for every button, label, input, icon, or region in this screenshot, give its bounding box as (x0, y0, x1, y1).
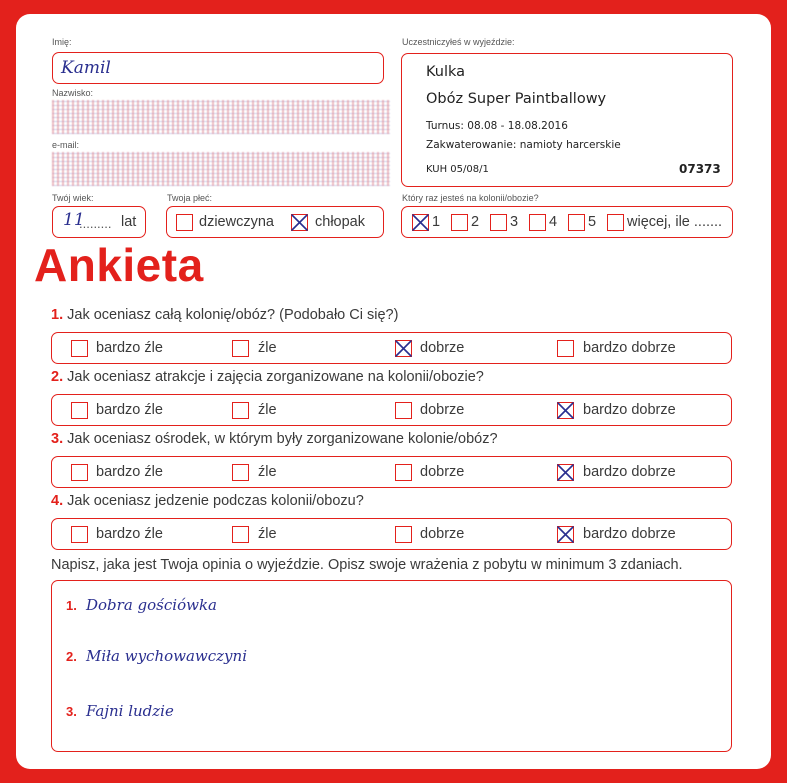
question-1-checkbox-1[interactable] (232, 340, 249, 357)
question-2-checkbox-3[interactable] (557, 402, 574, 419)
check-mark-icon (289, 212, 310, 233)
answer-number-3: 3. (66, 704, 77, 719)
plec-label: Twoja płeć: (167, 193, 213, 203)
question-text: Jak oceniasz jedzenie podczas kolonii/obozu? (67, 493, 364, 509)
trip-card (401, 53, 733, 187)
ktory-raz-checkbox-5[interactable] (607, 214, 624, 231)
trip-turnus: Turnus: 08.08 - 18.08.2016 (426, 120, 568, 132)
ktory-raz-option-4: 5 (588, 214, 597, 230)
question-1-option-3: bardzo dobrze (583, 340, 676, 356)
imie-value: Kamil (61, 58, 111, 78)
wiek-dots: ......... (79, 216, 112, 231)
email-label: e-mail: (52, 140, 80, 150)
question-text: Jak oceniasz całą kolonię/obóz? (Podobało Ci się?) (67, 307, 399, 323)
wiek-field[interactable] (52, 206, 146, 238)
ktory-raz-checkbox-4[interactable] (568, 214, 585, 231)
wiek-label: Twój wiek: (52, 193, 94, 203)
question-4-checkbox-3[interactable] (557, 526, 574, 543)
question-3-option-1: źle (258, 464, 277, 480)
ktory-raz-option-3: 4 (549, 214, 558, 230)
question-2-checkbox-1[interactable] (232, 402, 249, 419)
answer-text-3: Fajni ludzie (86, 702, 174, 720)
question-4-option-2: dobrze (420, 526, 465, 542)
question-1-checkbox-0[interactable] (71, 340, 88, 357)
question-1-heading (51, 307, 398, 323)
answer-number-2: 2. (66, 649, 77, 664)
imie-field[interactable] (52, 52, 384, 84)
plec-checkbox-0[interactable] (176, 214, 193, 231)
question-4-checkbox-2[interactable] (395, 526, 412, 543)
question-4-checkbox-0[interactable] (71, 526, 88, 543)
question-2-checkbox-2[interactable] (395, 402, 412, 419)
question-text: Jak oceniasz atrakcje i zajęcia zorganizowane na kolonii/obozie? (67, 369, 484, 385)
check-mark-icon (393, 338, 414, 359)
plec-option-label-1: chłopak (315, 214, 365, 230)
question-3-checkbox-0[interactable] (71, 464, 88, 481)
question-3-checkbox-1[interactable] (232, 464, 249, 481)
ktory-raz-option-1: 2 (471, 214, 480, 230)
question-2-option-1: źle (258, 402, 277, 418)
trip-code: KUH 05/08/1 (426, 164, 489, 175)
question-1-option-1: źle (258, 340, 277, 356)
question-number: 4. (51, 493, 64, 509)
trip-label: Uczestniczyłeś w wyjeździe: (402, 37, 515, 47)
answer-number-1: 1. (66, 598, 77, 613)
imie-label: Imię: (52, 37, 72, 47)
check-mark-icon (555, 400, 576, 421)
nazwisko-redacted (52, 100, 390, 134)
question-1-checkbox-3[interactable] (557, 340, 574, 357)
ktory-raz-checkbox-2[interactable] (490, 214, 507, 231)
question-number: 3. (51, 431, 64, 447)
nazwisko-label: Nazwisko: (52, 88, 94, 98)
question-1-option-0: bardzo źle (96, 340, 163, 356)
question-4-option-1: źle (258, 526, 277, 542)
question-2-heading (51, 369, 484, 385)
question-4-option-0: bardzo źle (96, 526, 163, 542)
question-number: 2. (51, 369, 64, 385)
ktory-raz-option-5: więcej, ile ....... (627, 214, 723, 230)
wiek-value: 11 (63, 210, 85, 230)
question-4-option-3: bardzo dobrze (583, 526, 676, 542)
question-number: 1. (51, 307, 64, 323)
check-mark-icon (555, 462, 576, 483)
trip-name2: Obóz Super Paintballowy (426, 91, 607, 107)
question-2-option-3: bardzo dobrze (583, 402, 676, 418)
ktory-raz-checkbox-3[interactable] (529, 214, 546, 231)
question-3-option-0: bardzo źle (96, 464, 163, 480)
question-4-checkbox-1[interactable] (232, 526, 249, 543)
question-3-checkbox-3[interactable] (557, 464, 574, 481)
question-3-option-3: bardzo dobrze (583, 464, 676, 480)
trip-number: 07373 (679, 162, 721, 176)
question-1-option-2: dobrze (420, 340, 465, 356)
question-text: Jak oceniasz ośrodek, w którym były zorganizowane kolonie/obóz? (67, 431, 498, 447)
plec-option-label-0: dziewczyna (199, 214, 274, 230)
question-4-heading (51, 493, 364, 509)
plec-checkbox-1[interactable] (291, 214, 308, 231)
question-1-checkbox-2[interactable] (395, 340, 412, 357)
trip-zakwaterowanie: Zakwaterowanie: namioty harcerskie (426, 139, 621, 151)
ktory-raz-checkbox-1[interactable] (451, 214, 468, 231)
wiek-unit: lat (121, 214, 137, 230)
question-2-option-0: bardzo źle (96, 402, 163, 418)
ktory-raz-checkbox-0[interactable] (412, 214, 429, 231)
ktory-raz-label: Który raz jesteś na kolonii/obozie? (402, 193, 539, 203)
question-2-checkbox-0[interactable] (71, 402, 88, 419)
opinion-prompt: Napisz, jaka jest Twoja opinia o wyjeździe. Opisz swoje wrażenia z pobytu w minimum 3 zdaniach. (51, 557, 683, 573)
question-3-heading (51, 431, 498, 447)
question-3-option-2: dobrze (420, 464, 465, 480)
answer-text-1: Dobra gościówka (86, 596, 217, 614)
check-mark-icon (555, 524, 576, 545)
question-3-checkbox-2[interactable] (395, 464, 412, 481)
trip-name1: Kulka (426, 64, 466, 80)
ktory-raz-option-0: 1 (432, 214, 441, 230)
check-mark-icon (410, 212, 431, 233)
page-title: Ankieta (34, 239, 204, 291)
ktory-raz-option-2: 3 (510, 214, 519, 230)
question-2-option-2: dobrze (420, 402, 465, 418)
email-redacted (52, 152, 390, 186)
answer-text-2: Miła wychowawczyni (86, 647, 247, 665)
